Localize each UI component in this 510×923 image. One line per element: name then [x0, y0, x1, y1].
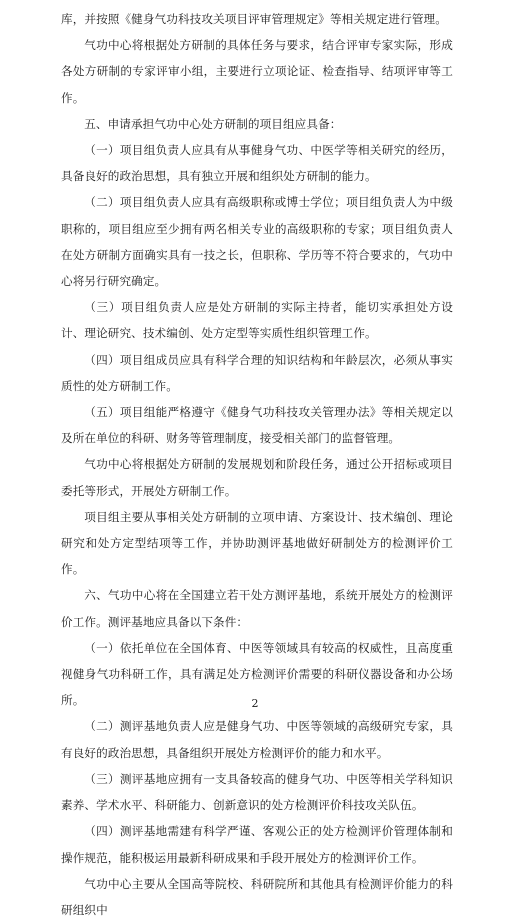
paragraph: 气功中心将根据处方研制的发展规划和阶段任务，通过公开招标或项目委托等形式，开展处方研制工作。	[61, 457, 453, 498]
paragraph: （二）项目组负责人应具有高级职称或博士学位；项目组负责人为中级职称的，项目组应至少拥有两名相关专业的高级职称的专家；项目组负责人在处方研制方面确实具有一技之长，但职称、学历等不符合要求的，气功中心将另行研究确定。	[61, 195, 453, 289]
paragraph: 项目组主要从事相关处方研制的立项申请、方案设计、技术编创、理论研究和处方定型结项等工作，并协助测评基地做好研制处方的检测评价工作。	[61, 509, 453, 577]
document-body	[61, 6, 453, 923]
paragraph: （一）项目组负责人应具有从事健身气功、中医学等相关研究的经历，具备良好的政治思想，具有独立开展和组织处方研制的能力。	[61, 143, 453, 184]
paragraph: （四）项目组成员应具有科学合理的知识结构和年龄层次，必须从事实质性的处方研制工作。	[61, 352, 453, 393]
paragraph: （一）依托单位在全国体育、中医等领域具有较高的权威性，且高度重视健身气功科研工作，具有满足处方检测评价需要的科研仪器设备和办公场所。	[61, 640, 453, 708]
paragraph: 库，并按照《健身气功科技攻关项目评审管理规定》等相关规定进行管理。	[61, 12, 447, 26]
paragraph: 气功中心将根据处方研制的具体任务与要求，结合评审专家实际，形成各处方研制的专家评审小组，主要进行立项论证、检查指导、结项评审等工作。	[61, 38, 453, 105]
paragraph: 六、气功中心将在全国建立若干处方测评基地，系统开展处方的检测评价工作。测评基地应具备以下条件：	[61, 588, 453, 629]
paragraph: （二）测评基地负责人应是健身气功、中医等领域的高级研究专家，具有良好的政治思想，具备组织开展处方检测评价的能力和水平。	[61, 719, 453, 760]
paragraph: （五）项目组能严格遵守《健身气功科技攻关管理办法》等相关规定以及所在单位的科研、财务等管理制度，接受相关部门的监督管理。	[61, 405, 453, 446]
paragraph: （三）项目组负责人应是处方研制的实际主持者，能切实承担处方设计、理论研究、技术编创、处方定型等实质性组织管理工作。	[61, 300, 453, 341]
paragraph: （四）测评基地需建有科学严谨、客观公正的处方检测评价管理体制和操作规范，能积极运用最新科研成果和手段开展处方的检测评价工作。	[61, 824, 453, 865]
paragraph: 五、申请承担气功中心处方研制的项目组应具备：	[84, 116, 342, 131]
paragraph: 气功中心主要从全国高等院校、科研院所和其他具有检测评价能力的科研组织中	[61, 876, 453, 917]
page-number: 2	[251, 697, 259, 710]
paragraph: （三）测评基地应拥有一支具备较高的健身气功、中医等相关学科知识素养、学术水平、科研能力、创新意识的处方检测评价科技攻关队伍。	[61, 771, 453, 813]
